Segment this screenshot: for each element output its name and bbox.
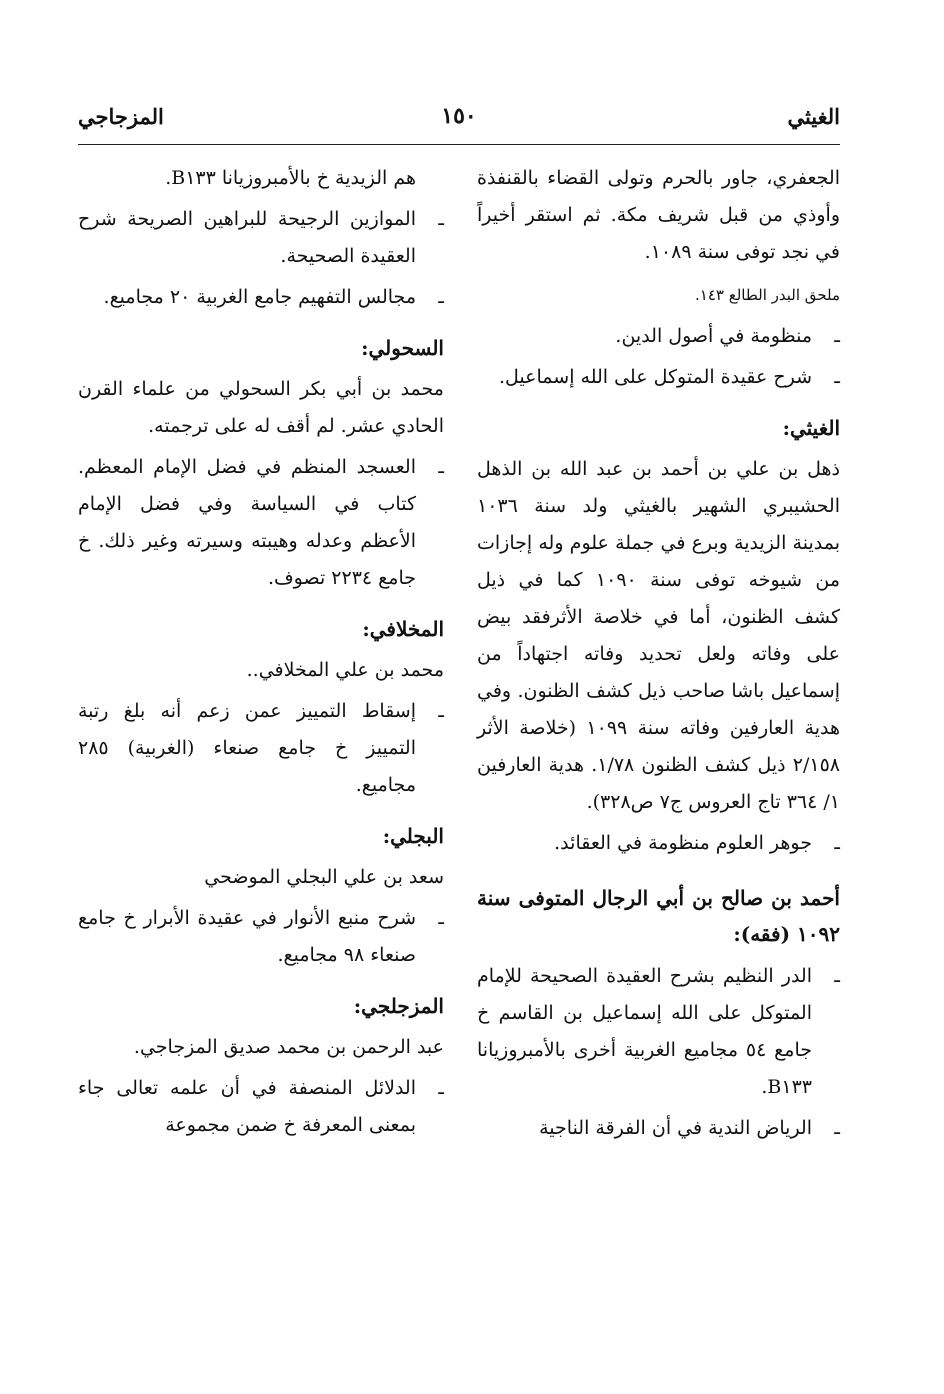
list-item (477, 958, 840, 1106)
list-item-text: الرياض الندية في أن الفرقة الناجية (539, 1117, 812, 1139)
page-header (78, 96, 840, 136)
dash-bullet: ـ (438, 907, 444, 929)
list-item-text: شرح عقيدة المتوكل على الله إسماعيل. (499, 366, 812, 388)
section-heading: أحمد بن صالح بن أبي الرجال المتوفى سنة ١٠٩٢ (فقه): (477, 886, 840, 946)
header-rule (78, 144, 840, 145)
dash-bullet: ـ (438, 1077, 444, 1099)
list-item (78, 1070, 444, 1144)
right-column (477, 160, 840, 1147)
section-heading: المخلافي: (362, 617, 444, 641)
reference-note: ملحق البدر الطالع ١٤٣. (695, 286, 840, 304)
list-item (78, 279, 444, 316)
page-number: ١٥٠ (441, 103, 477, 129)
list-item (477, 359, 840, 396)
list-item-text: جوهر العلوم منظومة في العقائد. (554, 832, 812, 854)
list-item-text: الدلائل المنصفة في أن علمه تعالى جاء بمعنى المعرفة خ ضمن مجموعة (78, 1077, 416, 1136)
biography-paragraph: محمد بن علي المخلافي.. (246, 659, 444, 681)
section-heading: البجلي: (382, 824, 444, 848)
dash-bullet: ـ (438, 286, 444, 308)
list-item (78, 449, 444, 597)
continuation-paragraph: الجعفري، جاور بالحرم وتولى القضاء بالقنفذة وأوذي من قبل شريف مكة. ثم استقر أخيراً في نجد توفى سنة ١٠٨٩. (477, 167, 840, 263)
list-item-text: شرح منبع الأنوار في عقيدة الأبرار خ جامع صنعاء ٩٨ مجاميع. (78, 907, 416, 966)
dash-bullet: ـ (438, 208, 444, 230)
dash-bullet: ـ (438, 700, 444, 722)
list-item-text: مجالس التفهيم جامع الغربية ٢٠ مجاميع. (103, 286, 416, 308)
dash-bullet: ـ (438, 456, 444, 478)
section-heading: الغيثي: (782, 416, 840, 440)
biography-paragraph: ذهل بن علي بن أحمد بن عبد الله بن الذهل الحشيبري الشهير بالغيثي ولد سنة ١٠٣٦ بمدينة الزيدية وبرع في جملة علوم وله إجازات من شيوخه توفى سنة ١٠٩٠ كما في ذيل كشف الظنون، أما في خلاصة الأثرفقد بيض على وفاته ولعل تحديد وفاته اجتهاداً من إسماعيل باشا صاحب ذيل كشف الظنون. وفي هدية العارفين وفاته سنة ١٠٩٩ (خلاصة الأثر ٢/١٥٨ ذيل كشف الظنون ١/٧٨. هدية العارفين ١/ ٣٦٤ تاج العروس ج٧ ص٣٢٨). (477, 458, 841, 813)
list-item-text: الموازين الرجيحة للبراهين الصريحة شرح العقيدة الصحيحة. (78, 208, 416, 267)
list-item-text: إسقاط التمييز عمن زعم أنه بلغ رتبة التمييز خ جامع صنعاء (الغربية) ٢٨٥ مجاميع. (78, 700, 416, 796)
dash-bullet: ـ (834, 832, 840, 854)
header-left-title: المزجاجي (78, 103, 164, 129)
list-item-text: العسجد المنظم في فضل الإمام المعظم. كتاب في السياسة وفي فضل الإمام الأعظم وعدله وهيبته وسيرته وغير ذلك. خ جامع ٢٢٣٤ تصوف. (78, 456, 416, 589)
header-right-title: الغيثي (787, 103, 840, 129)
list-item (78, 201, 444, 275)
list-item-text: الدر النظيم بشرح العقيدة الصحيحة للإمام المتوكل على الله إسماعيل بن القاسم خ جامع ٥٤ مجاميع الغربية أخرى بالأمبروزيانا B١٣٣. (477, 965, 812, 1098)
dash-bullet: ـ (834, 366, 840, 388)
dash-bullet: ـ (834, 965, 840, 987)
dash-bullet: ـ (834, 325, 840, 347)
section-heading: السحولي: (361, 336, 444, 360)
continuation-paragraph: هم الزيدية خ بالأمبروزيانا B١٣٣. (165, 167, 416, 189)
left-column (78, 160, 444, 1144)
list-item (477, 825, 840, 862)
list-item (78, 900, 444, 974)
list-item (477, 1110, 840, 1147)
list-item-text: منظومة في أصول الدين. (615, 325, 812, 347)
biography-paragraph: محمد بن أبي بكر السحولي من علماء القرن الحادي عشر. لم أقف له على ترجمته. (78, 378, 444, 437)
list-item (477, 318, 840, 355)
section-heading: المزجلجي: (353, 994, 444, 1018)
list-item (78, 693, 444, 804)
dash-bullet: ـ (834, 1117, 840, 1139)
biography-paragraph: عبد الرحمن بن محمد صديق المزجاجي. (133, 1036, 444, 1058)
biography-paragraph: سعد بن علي البجلي الموضحي (204, 866, 444, 888)
